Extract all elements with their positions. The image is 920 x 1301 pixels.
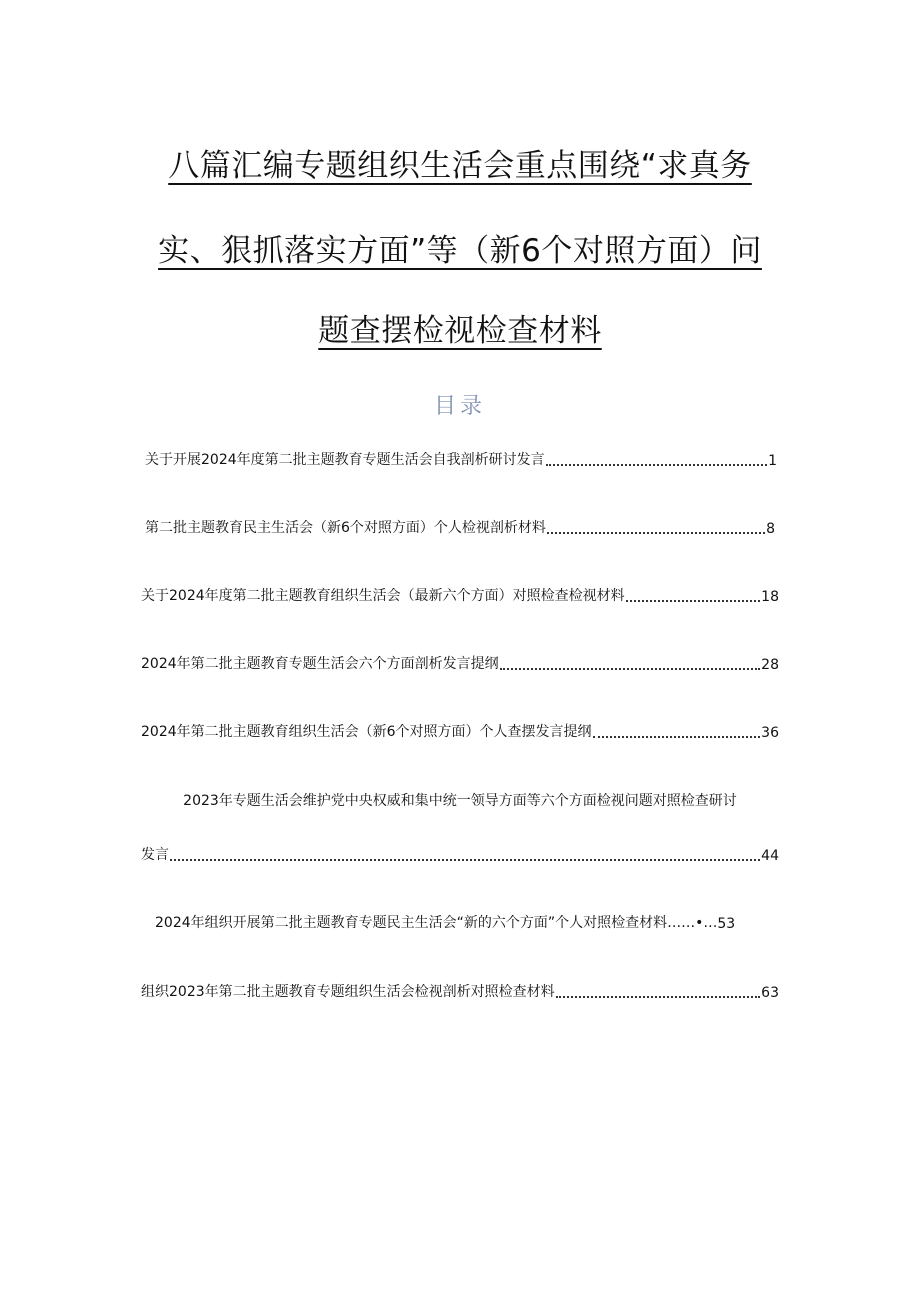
toc-entry-page: 28 [761,657,779,673]
toc-entry-title: 第二批主题教育民主生活会（新6个对照方面）个人检视剖析材料 [145,520,546,536]
toc-entry[interactable] [155,912,765,932]
toc-entry-title: 关于开展2024年度第二批主题教育专题生活会自我剖析研讨发言 [145,452,545,468]
toc-leader-dots [500,668,761,670]
toc-entry-page: 36 [761,725,779,741]
toc-entry-page: 1 [768,453,777,469]
toc-entry-first-line[interactable]: 2023年专题生活会维护党中央权威和集中统一领导方面等六个方面检视问题对照检查研讨 [183,793,737,809]
title-line-1: 八篇汇编专题组织生活会重点围绕“求真务 [168,148,752,184]
toc-entry[interactable] [141,653,779,673]
toc-entry-title: 关于2024年度第二批主题教育组织生活会（最新六个方面）对照检查检视材料 [141,588,625,604]
toc-entry-title: 2024年第二批主题教育组织生活会（新6个对照方面）个人查摆发言提纲 [141,724,592,740]
toc-leader-dots [593,736,761,738]
toc-entry-title: 组织2023年第二批主题教育专题组织生活会检视剖析对照检查材料 [141,984,555,1000]
title-line-2: 实、狠抓落实方面”等（新6个对照方面）问 [158,233,762,269]
toc-leader-dots [556,996,761,998]
toc-entry-page: 63 [761,985,779,1001]
toc-leader-dots [546,464,767,466]
toc-leader-dots [626,600,761,602]
toc-heading: 目录 [433,394,486,419]
toc-entry-page: 18 [761,589,779,605]
toc-leader-dots [170,859,760,861]
toc-entry-page: 8 [766,521,775,537]
toc-entry-page: 44 [761,848,779,864]
toc-entry-title: 2024年第二批主题教育专题生活会六个方面剖析发言提纲 [141,656,499,672]
toc-entry[interactable] [141,981,779,1001]
toc-entry-title: 2024年组织开展第二批主题教育专题民主生活会“新的六个方面”个人对照检查材料……•… [155,915,718,931]
toc-entry[interactable] [145,449,777,469]
toc-leader-dots [547,532,765,534]
toc-entry[interactable] [145,517,775,537]
toc-entry[interactable] [141,585,779,605]
title-line-3: 题查摆检视检查材料 [318,313,602,349]
toc-entry[interactable] [141,721,779,741]
toc-entry[interactable] [141,844,779,864]
toc-entry-page: 53 [717,916,736,932]
toc-entry-title: 发言 [141,847,169,863]
